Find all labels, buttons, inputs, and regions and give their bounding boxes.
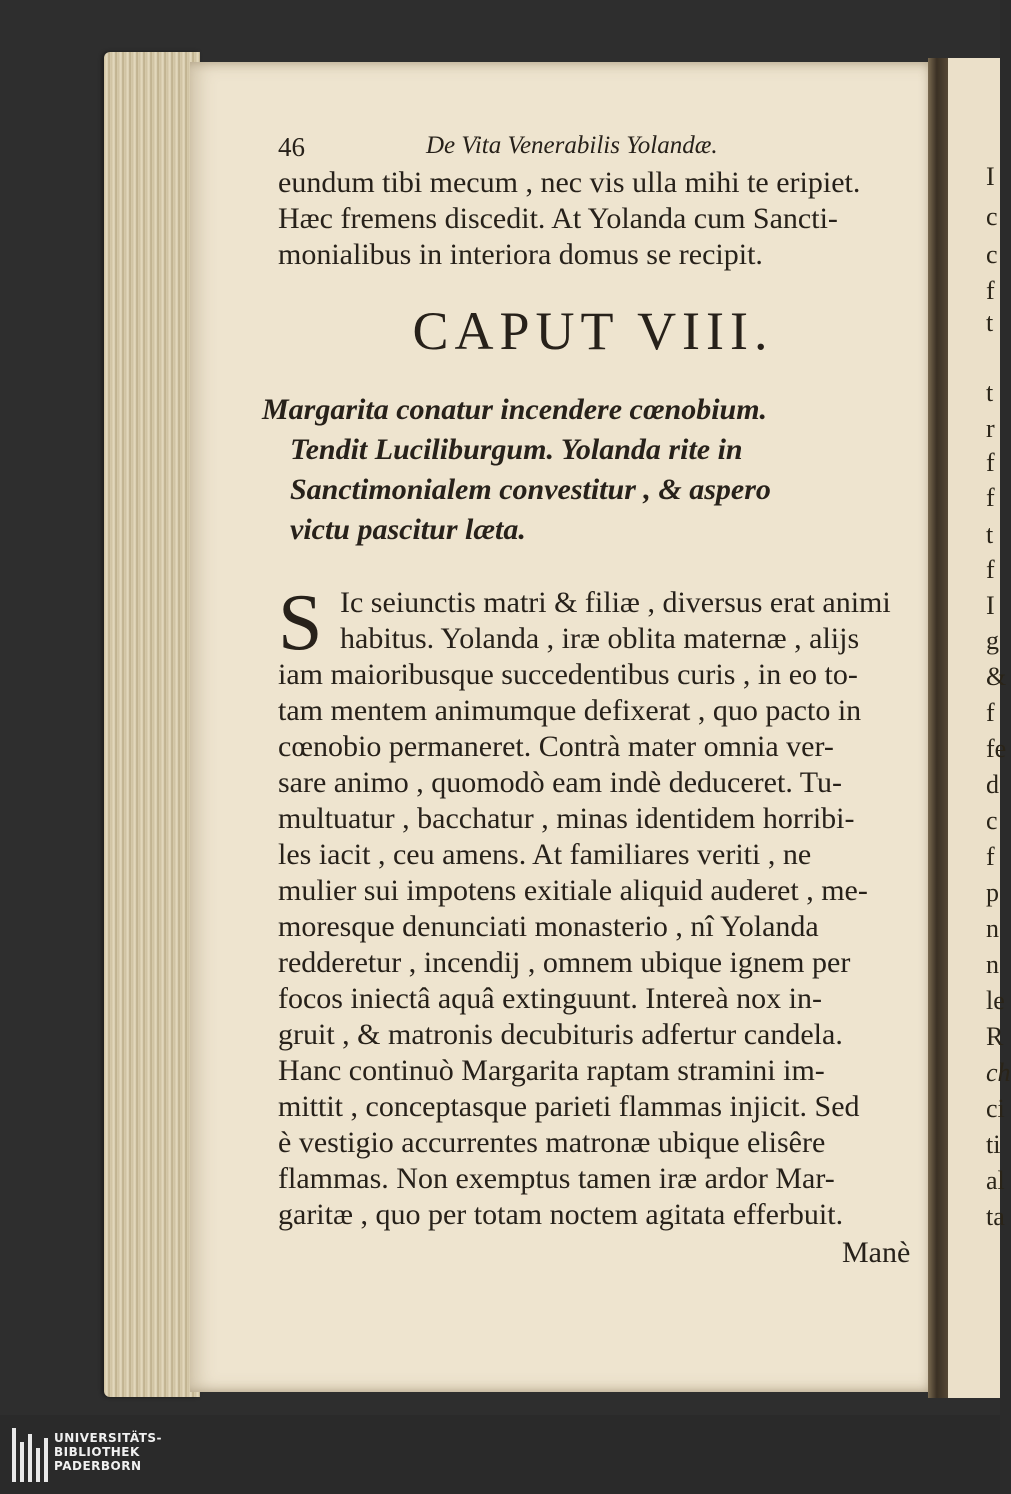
fragment: c <box>986 202 998 231</box>
fragment: f <box>986 483 995 512</box>
fragment: ci <box>986 1094 1005 1123</box>
fragment: n <box>986 914 999 943</box>
fragment: le <box>986 986 1005 1015</box>
running-title: De Vita Venerabilis Yolandæ. <box>426 132 718 159</box>
text-line: mulier sui impotens exitiale aliquid auderet , me- <box>278 874 868 907</box>
text-line: monialibus in interiora domus se recipit. <box>278 238 763 271</box>
text-line: Ic seiunctis matri & filiæ , diversus erat animi <box>340 586 891 619</box>
fragment: d <box>986 770 999 799</box>
text-line: multuatur , bacchatur , minas identidem horribi- <box>278 802 855 835</box>
text-line: eundum tibi mecum , nec vis ulla mihi te eripiet. <box>278 166 861 199</box>
text-line: tam mentem animumque defixerat , quo pacto in <box>278 694 862 727</box>
text-line: les iacit , ceu amens. At familiares veriti , ne <box>278 838 812 871</box>
fragment: R <box>986 1022 1004 1051</box>
drop-cap: S <box>278 579 323 667</box>
book-gutter <box>928 58 950 1398</box>
chapter-argument-line: victu pascitur læta. <box>290 513 526 546</box>
text-line: mittit , conceptasque parieti flammas injicit. Sed <box>278 1090 860 1123</box>
text-line: redderetur , incendij , omnem ubique ignem per <box>278 946 851 979</box>
text-line: Hæc fremens discedit. At Yolanda cum Sancti- <box>278 202 838 235</box>
fragment: g <box>986 626 999 655</box>
text-line: iam maioribusque succedentibus curis , in eo to- <box>278 658 858 691</box>
fragment: & <box>986 662 1007 691</box>
text-line: gruit , & matronis decubituris adfertur candela. <box>278 1018 843 1051</box>
page-number: 46 <box>278 132 305 162</box>
fragment: fe <box>986 734 1007 763</box>
library-name-line: BIBLIOTHEK <box>54 1445 140 1459</box>
fragment: ta <box>986 1202 1005 1231</box>
fragment: n <box>986 950 999 979</box>
fragment: f <box>986 698 995 727</box>
page-edges <box>104 52 200 1397</box>
text-line: sare animo , quomodò eam indè deduceret. Tu- <box>278 766 843 799</box>
fragment: c <box>986 240 998 269</box>
fragment: f <box>986 448 995 477</box>
text-line: è vestigio accurrentes matronæ ubique elisêre <box>278 1126 826 1159</box>
fragment: I <box>986 162 995 191</box>
chapter-argument-line: Tendit Luciliburgum. Yolanda rite in <box>290 433 743 466</box>
text-line: cœnobio permaneret. Contrà mater omnia ver- <box>278 730 834 763</box>
running-head <box>278 132 918 166</box>
fragment: t <box>986 520 994 549</box>
fragment: ch <box>986 1058 1011 1087</box>
fragment: ti <box>986 1130 1001 1159</box>
fragment: f <box>986 842 995 871</box>
fragment: t <box>986 378 994 407</box>
text-line: focos iniectâ aquâ extinguunt. Intereà nox in- <box>278 982 822 1015</box>
library-name <box>54 1431 162 1473</box>
fragment: f <box>986 555 995 584</box>
fragment: I <box>986 591 995 620</box>
library-name-line: UNIVERSITÄTS- <box>54 1431 163 1445</box>
text-line: habitus. Yolanda , iræ oblita maternæ , alijs <box>340 622 860 655</box>
text-line: garitæ , quo per totam noctem agitata efferbuit. <box>278 1198 844 1231</box>
text-line: moresque denunciati monasterio , nî Yolanda <box>278 910 819 943</box>
fragment: r <box>986 414 995 443</box>
fragment: c <box>986 806 998 835</box>
text-line: Hanc continuò Margarita raptam stramini im- <box>278 1054 825 1087</box>
catchword: Manè <box>842 1236 911 1269</box>
library-logo-icon <box>12 1428 48 1482</box>
facing-page-edge <box>948 58 1011 1398</box>
chapter-heading: CAPUT VIII. <box>412 301 774 361</box>
fragment: al <box>986 1166 1005 1195</box>
text-line: flammas. Non exemptus tamen iræ ardor Mar- <box>278 1162 835 1195</box>
fragment: f <box>986 276 995 305</box>
fragment: p <box>986 878 999 907</box>
library-name-line: PADERBORN <box>54 1459 142 1473</box>
chapter-argument-line: Sanctimonialem convestitur , & aspero <box>290 473 771 506</box>
fragment: t <box>986 308 994 337</box>
chapter-argument-line: Margarita conatur incendere cœnobium. <box>262 393 768 426</box>
